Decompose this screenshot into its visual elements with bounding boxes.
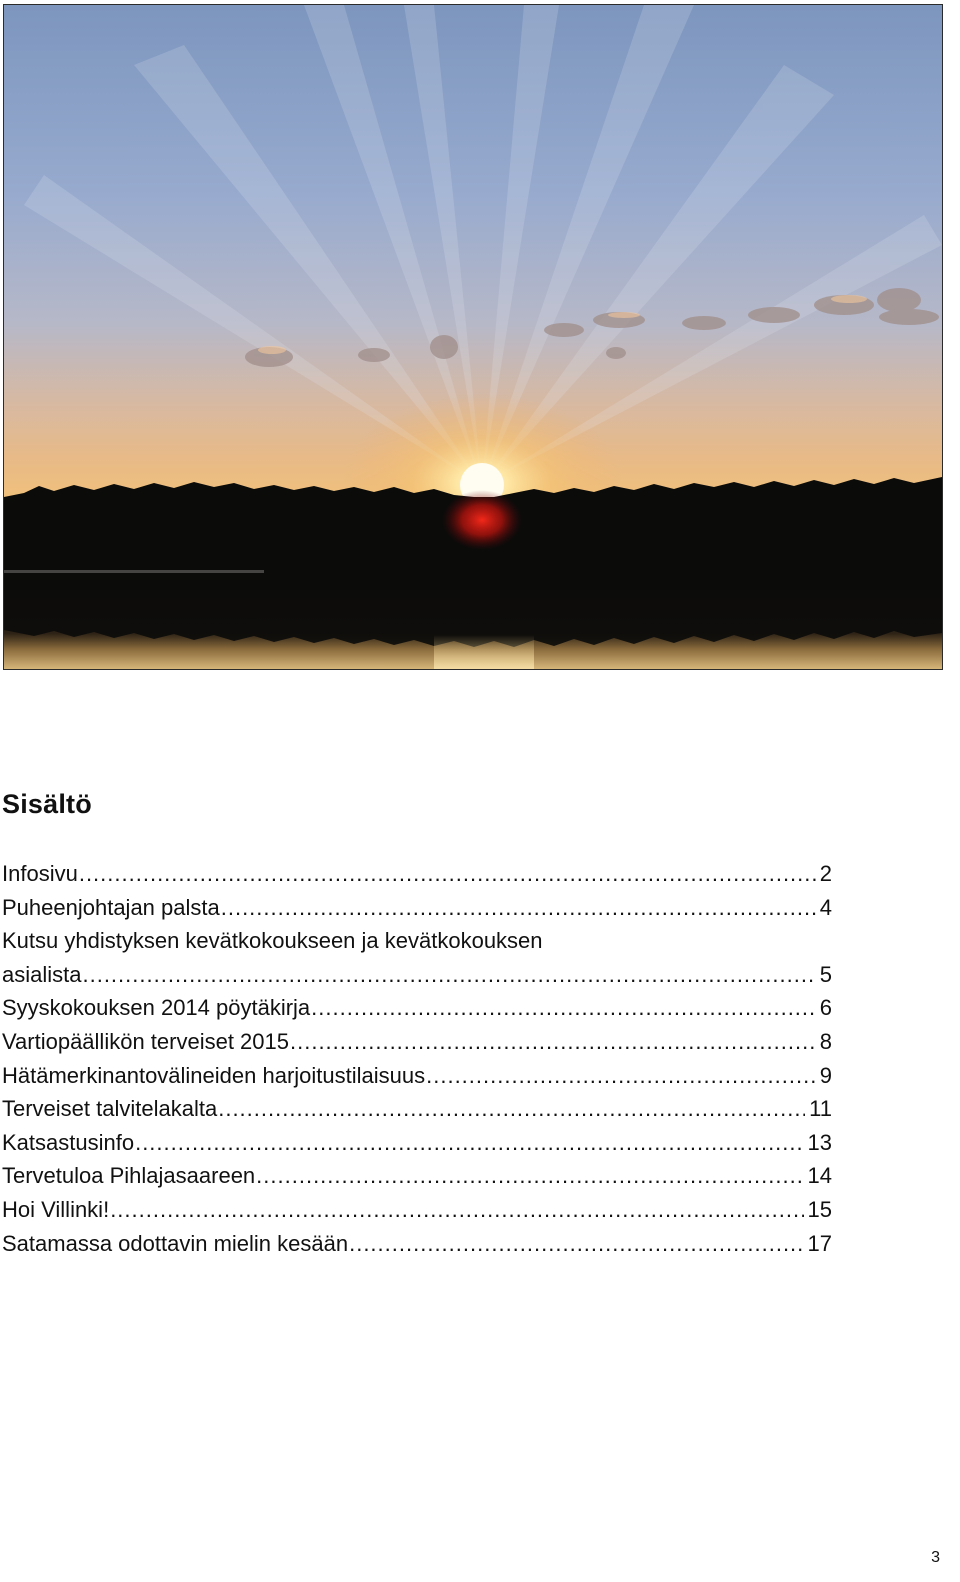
toc-entry-label: Terveiset talvitelakalta [2,1096,218,1122]
toc-entry-label: asialista [2,961,82,987]
toc-dot-leader [311,991,816,1025]
toc-entry-page: 15 [807,1196,832,1222]
toc-entry-page: 5 [819,961,832,987]
toc-entry-label: Katsastusinfo [2,1129,135,1155]
toc-entry-label: Tervetuloa Pihlajasaareen [2,1163,256,1189]
toc-dot-leader [349,1227,803,1261]
toc-entry[interactable] [2,1126,832,1160]
toc-dot-leader [135,1126,803,1160]
toc-entry-label: Vartiopäällikön terveiset 2015 [2,1028,289,1054]
toc-dot-leader [218,1092,805,1126]
toc-entry[interactable] [2,991,832,1025]
sunset-illustration [4,5,942,669]
toc-entry-page: 2 [819,861,832,886]
toc-entry[interactable] [2,1227,832,1261]
toc-entry-page: 6 [819,995,832,1021]
toc-entry[interactable] [2,891,832,925]
toc-dot-leader [79,857,816,891]
toc-dot-leader [110,1193,803,1227]
toc-entry-page: 13 [807,1129,832,1155]
toc-dot-leader [290,1025,816,1059]
toc-entry-page: 14 [807,1163,832,1189]
toc-dot-leader [426,1059,816,1093]
toc-entry-page: 9 [819,1062,832,1088]
page-number: 3 [931,1549,940,1566]
toc-entry-label: Satamassa odottavin mielin kesään [2,1230,349,1256]
toc-entry[interactable] [2,1193,832,1227]
toc-entry[interactable] [2,1092,832,1126]
table-of-contents [2,857,832,1260]
toc-entry[interactable] [2,857,832,891]
toc-entry-label: Hätämerkinantovälineiden harjoitustilaisuus [2,1062,426,1088]
toc-entry-label: Syyskokouksen 2014 pöytäkirja [2,995,311,1021]
toc-entry-page: 11 [809,1096,832,1122]
toc-title: Sisältö [2,789,92,819]
toc-entry-label-first-line: Kutsu yhdistyksen kevätkokoukseen ja kevätkokouksen [2,928,543,954]
toc-entry[interactable] [2,1159,832,1193]
toc-dot-leader [221,891,816,925]
toc-entry-page: 4 [819,894,832,920]
toc-entry-label: Puheenjohtajan palsta [2,894,220,920]
toc-entry-label: Hoi Villinki! [2,1196,110,1222]
toc-dot-leader [82,958,815,992]
toc-dot-leader [256,1159,803,1193]
toc-entry[interactable] [2,1025,832,1059]
toc-entry-page: 8 [819,1028,832,1054]
toc-entry-label: Infosivu [2,861,78,886]
toc-entry[interactable] [2,924,832,991]
cover-photo-sunset [3,4,943,670]
toc-entry[interactable] [2,1059,832,1093]
toc-entry-page: 17 [807,1230,832,1256]
